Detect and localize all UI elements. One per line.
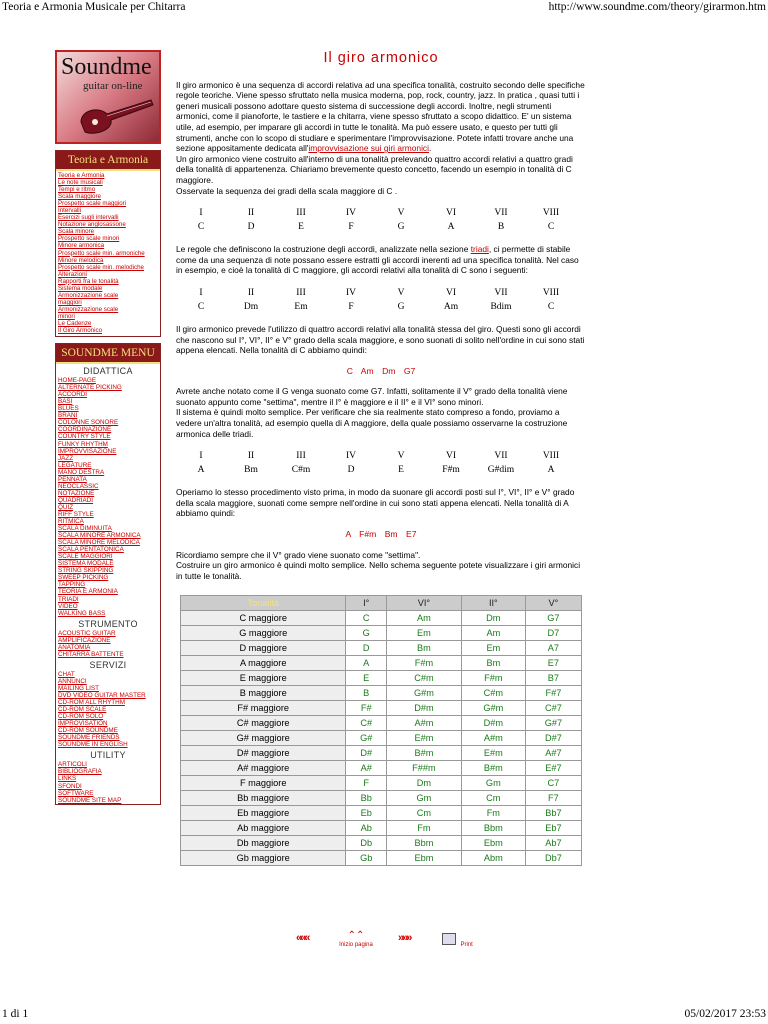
menu-link[interactable]: LINKS <box>58 775 77 783</box>
menu-sections <box>56 366 160 804</box>
note-cell: B <box>497 221 505 232</box>
menu-link[interactable]: WALKING BASS <box>58 609 106 617</box>
chord-cell: Am <box>461 626 525 641</box>
table-row <box>181 821 582 836</box>
chord-cell: E7 <box>525 656 581 671</box>
chord-cell: C#m <box>461 686 525 701</box>
chord-cell: D <box>347 464 355 475</box>
menu-link[interactable]: SISTEMA MODALE <box>58 560 114 568</box>
chord-cell: Ebm <box>461 836 525 851</box>
chord-cell: B7 <box>525 671 581 686</box>
note-cell: F <box>348 221 354 232</box>
theory-box <box>55 150 161 337</box>
grades-roman-row <box>176 449 576 463</box>
theory-link[interactable]: Tempi e ritmo <box>58 186 96 194</box>
chord-cell: G#dim <box>487 464 515 475</box>
key-cell: F# maggiore <box>181 701 346 716</box>
chord-cell: Ab <box>346 821 387 836</box>
chord-cell: E <box>398 464 404 475</box>
menu-link[interactable]: BLUES <box>58 405 79 413</box>
key-cell: F maggiore <box>181 776 346 791</box>
chord-cell: A#7 <box>525 746 581 761</box>
theory-link[interactable]: Minore armonica <box>58 242 105 250</box>
chord-cell: F#7 <box>525 686 581 701</box>
menu-link[interactable]: IMPROVVISAZIONE <box>58 447 117 455</box>
menu-link[interactable]: TAPPING <box>58 581 86 589</box>
key-cell: C# maggiore <box>181 716 346 731</box>
menu-section-links <box>56 630 160 658</box>
print-datetime: 05/02/2017 23:53 <box>684 1008 766 1020</box>
paragraph-rules: Le regole che definiscono la costruzione degli accordi, analizzate nella sezione triadi, ci permette di stabile come da una sequenza di note possano essere estratti gli accordi inerenti ad una specifica tonalità. Nel caso in esempio, e cioè la tonalità di C maggiore, gli accordi relativi alla tonalità di C sono i seguenti: <box>176 244 579 276</box>
key-cell: G maggiore <box>181 626 346 641</box>
grade-numeral: III <box>296 450 306 461</box>
table-row <box>181 716 582 731</box>
chord-cell: Em <box>461 641 525 656</box>
table-row <box>181 791 582 806</box>
chord-cell: D7 <box>525 626 581 641</box>
print-header <box>0 0 768 16</box>
grade-numeral: V <box>397 287 405 298</box>
grade-numeral: VI <box>445 450 457 461</box>
table-row <box>181 731 582 746</box>
menu-link[interactable]: QUADRIADI <box>58 496 93 504</box>
table-row <box>181 746 582 761</box>
chord-cell: G#m <box>461 701 525 716</box>
back-to-top-link[interactable] <box>336 932 376 948</box>
menu-link[interactable]: AMPLIFICAZIONE <box>58 636 111 644</box>
menu-link[interactable]: ANATOMIA <box>58 643 91 651</box>
menu-section-links <box>56 671 160 749</box>
theory-link[interactable]: Intervalli <box>58 207 82 215</box>
theory-link[interactable]: Le note musicali <box>58 179 103 187</box>
grade-numeral: V <box>397 207 405 218</box>
grade-numeral: I <box>199 207 203 218</box>
chord-cell: G#m <box>386 686 461 701</box>
previous-page-link[interactable]: ««« <box>296 932 309 944</box>
menu-link[interactable]: SOUNDME SITE MAP <box>58 796 122 804</box>
grade-numeral: IV <box>345 287 357 298</box>
theory-link[interactable]: Armonizzazione scale <box>58 291 119 299</box>
chord-cell: D#m <box>386 701 461 716</box>
chord-cell: B <box>346 686 387 701</box>
theory-links <box>56 171 160 336</box>
note-cell: D <box>247 221 255 232</box>
chord-cell: C#m <box>291 464 311 475</box>
key-cell: C maggiore <box>181 611 346 626</box>
chord-cell: E#m <box>386 731 461 746</box>
menu-box-header: SOUNDME MENU <box>56 344 160 364</box>
table-header-cell: VI° <box>386 596 461 611</box>
menu-link[interactable]: ACOUSTIC GUITAR <box>58 629 116 637</box>
table-row <box>181 851 582 866</box>
menu-link[interactable]: SWEEP PICKING <box>58 574 109 582</box>
paragraph-observe: Osservate la sequenza dei gradi della scala maggiore di C . <box>176 185 398 196</box>
guitar-icon <box>77 92 157 136</box>
key-cell: Bb maggiore <box>181 791 346 806</box>
menu-link[interactable]: NOTAZIONE <box>58 489 95 497</box>
menu-link[interactable]: CD-ROM ALL RHYTHM <box>58 699 125 707</box>
paragraph-system: Il sistema è quindi molto semplice. Per verificare che sia realmente stato compreso a fondo, proviamo a vedere un'altra tonalità, ad esempio quella di A maggiore, della quale possiamo osservarne la costruzione armonica delle triadi. <box>176 407 568 439</box>
chord-cell: Gm <box>461 776 525 791</box>
key-cell: E maggiore <box>181 671 346 686</box>
note-cell: C <box>197 221 205 232</box>
theory-link[interactable]: Alterazioni <box>58 270 87 278</box>
table-row <box>181 656 582 671</box>
grades-roman-row <box>176 206 576 220</box>
intro-paragraph: Il giro armonico è una sequenza di accordi relativa ad una specifica tonalità, costruito secondo delle specifiche regole teoriche. Viene spesso sfruttato nella musica moderna, pop, rock, country, jazz. In pratica , quasi tutti i generi musicali possono adottare questo sistema di successione degli accordi. Inoltre, negli strumenti armonici, come il pianoforte, le tastiere e la chitarra, viene spesso sfruttato a scopo didattico. E' un sistema utile, ad esempio, per imparare gli accordi in tutte le tonalità. Ma può essere usato, e questo per tutti gli strumenti, anche con lo scopo di studiare e sperimentare l'improvvisazione. Potete infatti trovare anche una sezione appositamente dedicata all'improvvisazione sui giri armonici. <box>176 79 585 154</box>
chord-cell: D#m <box>461 716 525 731</box>
chord-cell: F#m <box>442 464 460 475</box>
chord-cell: Gm <box>386 791 461 806</box>
grade-numeral: V <box>397 450 405 461</box>
grade-numeral: I <box>199 287 203 298</box>
paragraph-a-procedure: Operiamo lo stesso procedimento visto prima, in modo da suonare gli accordi posti sul I°, VI°, II° e V° grado della scala maggiore, suonati come sempre nell'ordine in cui sono stati appena elencati. Nella tonalità di A abbiamo quindi: <box>176 487 575 519</box>
menu-link[interactable]: ACCORDI <box>58 391 88 399</box>
menu-link[interactable]: COLONNE SONORE <box>58 419 119 427</box>
main-content <box>176 50 586 866</box>
print-link[interactable] <box>442 930 473 948</box>
key-cell: G# maggiore <box>181 731 346 746</box>
theory-link[interactable]: Teoria e Armonia <box>58 172 105 179</box>
table-row <box>181 836 582 851</box>
theory-link[interactable]: Prospetto scale maggiori <box>58 200 127 208</box>
chord-cell: Bbm <box>386 836 461 851</box>
table-row <box>181 626 582 641</box>
chord-cell: F#m <box>386 656 461 671</box>
table-row <box>181 776 582 791</box>
grade-numeral: IV <box>345 207 357 218</box>
chord-cell: A#m <box>461 731 525 746</box>
chord-cell: Gb <box>346 851 387 866</box>
chord-cell: Bb7 <box>525 806 581 821</box>
chord-cell: G#7 <box>525 716 581 731</box>
menu-link[interactable]: IMPROVISATION <box>58 720 108 728</box>
grade-numeral: VIII <box>542 450 560 461</box>
giro-armonico-table <box>180 595 582 866</box>
grade-numeral: VII <box>494 450 508 461</box>
c-chords-grades <box>176 286 576 314</box>
chord-cell: Fm <box>386 821 461 836</box>
chord-cell: C7 <box>525 776 581 791</box>
next-page-link[interactable]: »»» <box>398 932 411 944</box>
menu-link[interactable]: TEORIA E ARMONIA <box>58 588 118 596</box>
print-page-count: 1 di 1 <box>2 1008 29 1020</box>
menu-link[interactable]: SFONDI <box>58 782 82 790</box>
theory-link[interactable]: Scala minore <box>58 228 95 236</box>
theory-link[interactable]: Le Cadenze <box>58 319 92 327</box>
chord-cell: F# <box>346 701 387 716</box>
menu-link[interactable]: LEGATURE <box>58 461 92 469</box>
menu-link[interactable]: CHAT <box>58 670 75 678</box>
chord-cell: G# <box>346 731 387 746</box>
chord-cell: Bbm <box>461 821 525 836</box>
menu-link[interactable]: CD-ROM SCALE <box>58 706 107 714</box>
menu-link[interactable]: BIBLIOGRAFIA <box>58 768 102 776</box>
chord-cell: Bm <box>386 641 461 656</box>
grade-numeral: VI <box>445 207 457 218</box>
theory-link[interactable]: maggiori <box>58 298 82 306</box>
table-header-cell: II° <box>461 596 525 611</box>
chord-cell: Eb <box>346 806 387 821</box>
logo-subtitle: guitar on-line <box>83 80 143 92</box>
menu-link[interactable]: HOME-PAGE <box>58 377 97 385</box>
chord-cell: C#m <box>386 671 461 686</box>
menu-link[interactable]: NEOCLASSIC <box>58 482 99 490</box>
key-cell: Eb maggiore <box>181 806 346 821</box>
table-row <box>181 761 582 776</box>
menu-link[interactable]: SCALA MINORE ARMONICA <box>58 532 141 540</box>
chord-cell: Bdim <box>490 301 512 312</box>
theory-link[interactable]: Il Giro Armonico <box>58 327 103 335</box>
c-chords-row <box>176 300 576 314</box>
c-scale-grades <box>176 206 576 234</box>
page-title: Il giro armonico <box>323 50 439 66</box>
menu-link[interactable]: COORDINAZIONE <box>58 426 112 434</box>
chord-cell: D#7 <box>525 731 581 746</box>
note-cell: A <box>447 221 455 232</box>
chord-cell: A# <box>346 761 387 776</box>
chord-cell: Dm <box>243 301 259 312</box>
table-row <box>181 671 582 686</box>
key-cell: Db maggiore <box>181 836 346 851</box>
menu-link[interactable]: ANNUNCI <box>58 677 87 685</box>
chord-cell: C <box>547 301 555 312</box>
chord-cell: E <box>346 671 387 686</box>
theory-link[interactable]: Armonizzazione scale <box>58 305 119 313</box>
paragraph-construction: Un giro armonico viene costruito all'interno di una tonalità prelevando quattro accordi relativi a quattro gradi della tonalità di appartenenza. Chiariamo brevemente questo concetto, facendo un esempio in tonalità di C maggiore. <box>176 153 573 185</box>
theory-box-header: Teoria e Armonia <box>56 151 160 171</box>
chord-cell: Em <box>294 301 308 312</box>
chord-cell: A <box>547 464 555 475</box>
menu-link[interactable]: TRIADI <box>58 595 79 603</box>
grade-numeral: I <box>199 450 203 461</box>
menu-section-links <box>56 377 160 617</box>
chord-cell: Cm <box>461 791 525 806</box>
paragraph-schema: Costruire un giro armonico è quindi molto semplice. Nello schema seguente potete visualizzare i giri armonici in tutte le tonalità. <box>176 560 581 581</box>
theory-link[interactable]: Rapporti fra le tonalità <box>58 277 119 285</box>
chord-cell: C#7 <box>525 701 581 716</box>
menu-link[interactable]: FUNKY RHYTHM <box>58 440 108 448</box>
menu-link[interactable]: CD-ROM SOLO <box>58 713 104 721</box>
back-to-top-label: Inizio pagina <box>339 942 373 948</box>
note-cell: E <box>298 221 304 232</box>
chord-cell: Bb <box>346 791 387 806</box>
grade-numeral: VIII <box>542 207 560 218</box>
c-giro-chords: C Am Dm G7 <box>346 365 416 376</box>
chord-cell: F#m <box>461 671 525 686</box>
chord-cell: F7 <box>525 791 581 806</box>
menu-link[interactable]: SCALE MAGGIORI <box>58 553 113 561</box>
menu-link[interactable]: BRANI <box>58 412 78 420</box>
menu-link[interactable]: JAZZ <box>58 454 74 462</box>
paragraph-g7: Avrete anche notato come il G venga suonato come G7. Infatti, solitamente il V° grado della tonalità viene suonato appunto come "settima", mentre il I° è maggiore e il II° e il VI° sono minori. <box>176 386 568 407</box>
key-cell: D maggiore <box>181 641 346 656</box>
a-chords-grades <box>176 449 576 477</box>
chord-cell: G <box>397 301 405 312</box>
chord-cell: Em <box>386 626 461 641</box>
chord-cell: C# <box>346 716 387 731</box>
chord-cell: A <box>346 656 387 671</box>
menu-link[interactable]: VIDEO <box>58 602 78 610</box>
menu-link[interactable]: SCALA MINORE MELODICA <box>58 539 140 547</box>
menu-link[interactable]: RIFF STYLE <box>58 510 94 518</box>
chord-cell: Db7 <box>525 851 581 866</box>
chord-cell: Am <box>386 611 461 626</box>
menu-link[interactable]: DVD VIDEO GUITAR MASTER <box>58 692 146 699</box>
theory-link[interactable]: Prospetto scale min. melodiche <box>58 263 144 271</box>
chord-cell: E#m <box>461 746 525 761</box>
menu-link[interactable]: MAILING LIST <box>58 684 99 692</box>
chord-cell: A7 <box>525 641 581 656</box>
c-notes-row <box>176 220 576 234</box>
grade-numeral: II <box>247 287 255 298</box>
grade-numeral: VII <box>494 207 508 218</box>
grade-numeral: II <box>247 207 255 218</box>
menu-section-title: STRUMENTO <box>78 618 138 629</box>
menu-link[interactable]: MANO DESTRA <box>58 468 105 476</box>
chord-cell: Am <box>443 301 459 312</box>
theory-link[interactable]: Notazione anglosassone <box>58 221 126 229</box>
print-label: Print <box>460 942 473 948</box>
chord-cell: Abm <box>461 851 525 866</box>
sidebar <box>55 50 161 805</box>
chord-cell: B#m <box>461 761 525 776</box>
theory-link[interactable]: Sistema modale <box>58 284 103 292</box>
chord-cell: Bm <box>244 464 258 475</box>
menu-section-title: UTILITY <box>90 750 126 761</box>
key-cell: Ab maggiore <box>181 821 346 836</box>
grade-numeral: III <box>296 287 306 298</box>
chord-cell: C <box>197 301 205 312</box>
chord-cell: F <box>346 776 387 791</box>
chord-cell: F <box>348 301 354 312</box>
triads-link[interactable]: triadi <box>470 244 489 255</box>
chord-cell: C <box>346 611 387 626</box>
chord-cell: Eb7 <box>525 821 581 836</box>
paragraph-giro: Il giro armonico prevede l'utilizzo di quattro accordi relativi alla tonalità stessa del giro. Questi sono gli accordi che nascono sul I°, VI°, II° e V° grado della scala maggiore, e sono suonati di solito nell'ordine in cui sono stati appena elencati. Nella tonalità di C abbiamo quindi: <box>176 323 585 356</box>
a-chords-row <box>176 463 576 477</box>
menu-link[interactable]: ARTICOLI <box>58 761 87 769</box>
menu-link[interactable]: SOUNDME IN ENGLISH <box>58 741 128 749</box>
grade-numeral: II <box>247 450 255 461</box>
double-chevron-up-icon: ⌃⌃ <box>347 930 365 941</box>
grade-numeral: VI <box>445 287 457 298</box>
chord-cell: G7 <box>525 611 581 626</box>
menu-link[interactable]: SOUNDME FRIENDS <box>58 734 120 742</box>
key-cell: A maggiore <box>181 656 346 671</box>
menu-link[interactable]: QUIZ <box>58 503 74 511</box>
menu-section-title: DIDATTICA <box>83 366 133 377</box>
grades-roman-row <box>176 286 576 300</box>
menu-link[interactable]: ALTERNATE PICKING <box>58 384 122 392</box>
logo-title: Soundme <box>61 54 152 80</box>
grade-numeral: VIII <box>542 287 560 298</box>
menu-section-title: SERVIZI <box>89 659 127 670</box>
theory-link[interactable]: Scala maggiore <box>58 193 101 201</box>
menu-link[interactable]: STRING SKIPPING <box>58 567 114 575</box>
menu-link[interactable]: CD-ROM SOUNDME <box>58 727 118 735</box>
page-navigation <box>280 932 500 958</box>
menu-link[interactable]: PENNATA <box>58 475 87 483</box>
a-giro-chords: A F#m Bm E7 <box>345 529 417 540</box>
soundme-logo[interactable] <box>55 50 161 144</box>
chord-cell: Dm <box>386 776 461 791</box>
theory-link[interactable]: Prospetto scale minori <box>58 235 120 243</box>
chord-cell: D# <box>346 746 387 761</box>
theory-link[interactable]: Minore melodica <box>58 256 104 264</box>
chord-cell: A#m <box>386 716 461 731</box>
table-row <box>181 686 582 701</box>
chord-cell: B#m <box>386 746 461 761</box>
print-page-title: Teoria e Armonia Musicale per Chitarra <box>2 1 186 13</box>
key-cell: D# maggiore <box>181 746 346 761</box>
chord-cell: Bm <box>461 656 525 671</box>
chord-cell: G <box>346 626 387 641</box>
table-header-cell: V° <box>525 596 581 611</box>
theory-link[interactable]: Esercizi sugli intervalli <box>58 214 119 222</box>
grade-numeral: VII <box>494 287 508 298</box>
chord-cell: Ebm <box>386 851 461 866</box>
table-row <box>181 806 582 821</box>
key-cell: Gb maggiore <box>181 851 346 866</box>
printer-icon <box>442 933 456 945</box>
table-row <box>181 701 582 716</box>
chord-cell: Fm <box>461 806 525 821</box>
print-url: http://www.soundme.com/theory/girarmon.htm <box>548 1 766 13</box>
grade-numeral: IV <box>345 450 357 461</box>
table-header-row <box>181 596 582 611</box>
key-cell: A# maggiore <box>181 761 346 776</box>
print-footer <box>0 1006 768 1024</box>
chord-cell: A <box>197 464 205 475</box>
improvisation-link[interactable]: improvvisazione sui giri armonici <box>308 143 429 154</box>
menu-link[interactable]: SCALA DIMINUITA <box>58 525 112 533</box>
chord-cell: F##m <box>386 761 461 776</box>
menu-section-links <box>56 761 160 803</box>
chord-cell: E#7 <box>525 761 581 776</box>
chord-cell: Dm <box>461 611 525 626</box>
chord-cell: D <box>346 641 387 656</box>
table-header-cell: I° <box>346 596 387 611</box>
table-row <box>181 611 582 626</box>
menu-link[interactable]: COUNTRY STYLE <box>58 433 111 441</box>
note-cell: C <box>547 221 555 232</box>
theory-link[interactable]: minori <box>58 312 75 320</box>
menu-link[interactable]: CHITARRA BATTENTE <box>58 650 124 658</box>
chord-cell: Db <box>346 836 387 851</box>
grade-numeral: III <box>296 207 306 218</box>
menu-link[interactable]: SCALA PENTATONICA <box>58 546 124 554</box>
note-cell: G <box>397 221 405 232</box>
table-row <box>181 641 582 656</box>
theory-link[interactable]: Prospetto scale min. armoniche <box>58 249 145 257</box>
chord-cell: Ab7 <box>525 836 581 851</box>
menu-box <box>55 343 161 805</box>
menu-link[interactable]: RITMICA <box>58 518 84 526</box>
menu-link[interactable]: BASI <box>58 398 73 406</box>
paragraph-seventh: Ricordiamo sempre che il V° grado viene suonato come "settima". <box>176 549 421 560</box>
table-header-cell: Tonalità <box>181 596 346 611</box>
key-cell: B maggiore <box>181 686 346 701</box>
menu-link[interactable]: SOFTWARE <box>58 789 94 797</box>
chord-cell: Cm <box>386 806 461 821</box>
